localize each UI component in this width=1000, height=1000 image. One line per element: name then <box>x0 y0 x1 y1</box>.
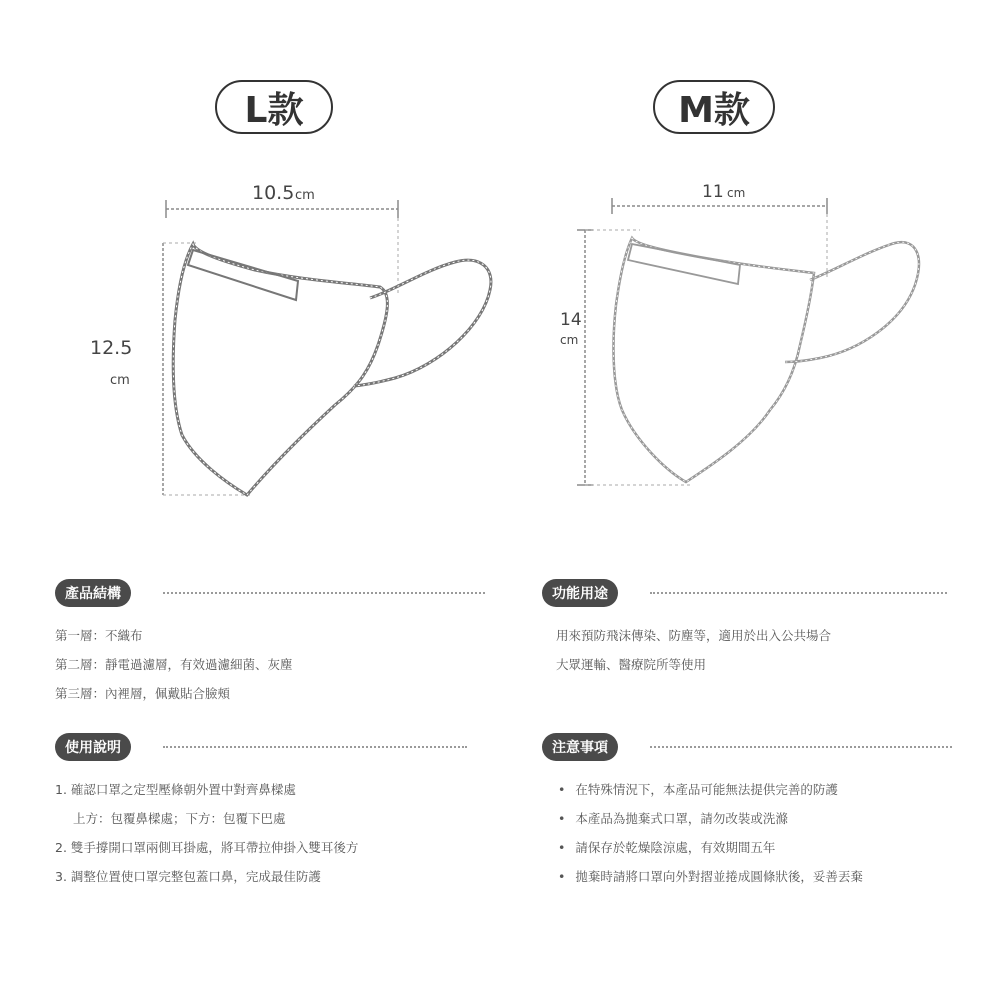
structure-line-3: 第三層：內裡層，佩戴貼合臉頰 <box>55 686 231 701</box>
usage-line-4: 3. 調整位置使口罩完整包蓋口鼻，完成最佳防護 <box>55 869 321 884</box>
size-l-badge: L款 <box>215 80 333 134</box>
l-width-unit: cm <box>295 188 315 203</box>
function-line-1: 用來預防飛沫傳染、防塵等，適用於出入公共場合 <box>556 628 832 643</box>
structure-line-2: 第二層：靜電過濾層，有效過濾細菌、灰塵 <box>55 657 293 672</box>
m-width-value: 11 <box>702 182 724 202</box>
section-divider <box>163 746 467 748</box>
usage-section <box>55 733 467 891</box>
usage-line-1: 1. 確認口罩之定型壓條朝外置中對齊鼻樑處 <box>55 782 296 797</box>
product-structure-title: 產品結構 <box>55 579 131 607</box>
usage-line-2: 上方：包覆鼻樑處；下方：包覆下巴處 <box>73 811 286 826</box>
section-divider <box>650 746 952 748</box>
function-line-2: 大眾運輸、醫療院所等使用 <box>556 657 707 672</box>
mask-l-diagram <box>90 182 491 495</box>
section-divider <box>650 592 947 594</box>
notes-line-4: • 拋棄時請將口罩向外對摺並捲成圓條狀後，妥善丟棄 <box>542 862 952 891</box>
function-title: 功能用途 <box>542 579 618 607</box>
m-width-unit: cm <box>727 186 746 200</box>
structure-line-1: 第一層：不織布 <box>55 628 143 643</box>
mask-m-nose-strip <box>628 244 740 284</box>
notes-title: 注意事項 <box>542 733 618 761</box>
notes-line-2: • 本產品為拋棄式口罩，請勿改裝或洗滌 <box>542 804 952 833</box>
mask-l-ear-loop <box>354 260 491 386</box>
function-section <box>542 579 947 679</box>
mask-m-outline <box>614 238 814 482</box>
m-height-unit: cm <box>560 333 579 347</box>
product-structure-section <box>55 579 485 708</box>
l-height-value: 12.5 <box>90 337 133 359</box>
mask-m-diagram <box>560 182 919 485</box>
mask-m-ear-loop <box>785 242 919 362</box>
notes-line-1: • 在特殊情況下，本產品可能無法提供完善的防護 <box>542 775 952 804</box>
usage-line-3: 2. 雙手撐開口罩兩側耳掛處，將耳帶拉伸掛入雙耳後方 <box>55 840 359 855</box>
mask-l-outline <box>173 244 387 495</box>
l-width-value: 10.5 <box>252 182 295 204</box>
l-height-unit: cm <box>110 373 130 388</box>
notes-section <box>542 733 952 891</box>
section-divider <box>163 592 485 594</box>
size-m-badge: M款 <box>653 80 775 134</box>
usage-title: 使用說明 <box>55 733 131 761</box>
notes-line-3: • 請保存於乾燥陰涼處，有效期間五年 <box>542 833 952 862</box>
m-height-value: 14 <box>560 310 582 330</box>
